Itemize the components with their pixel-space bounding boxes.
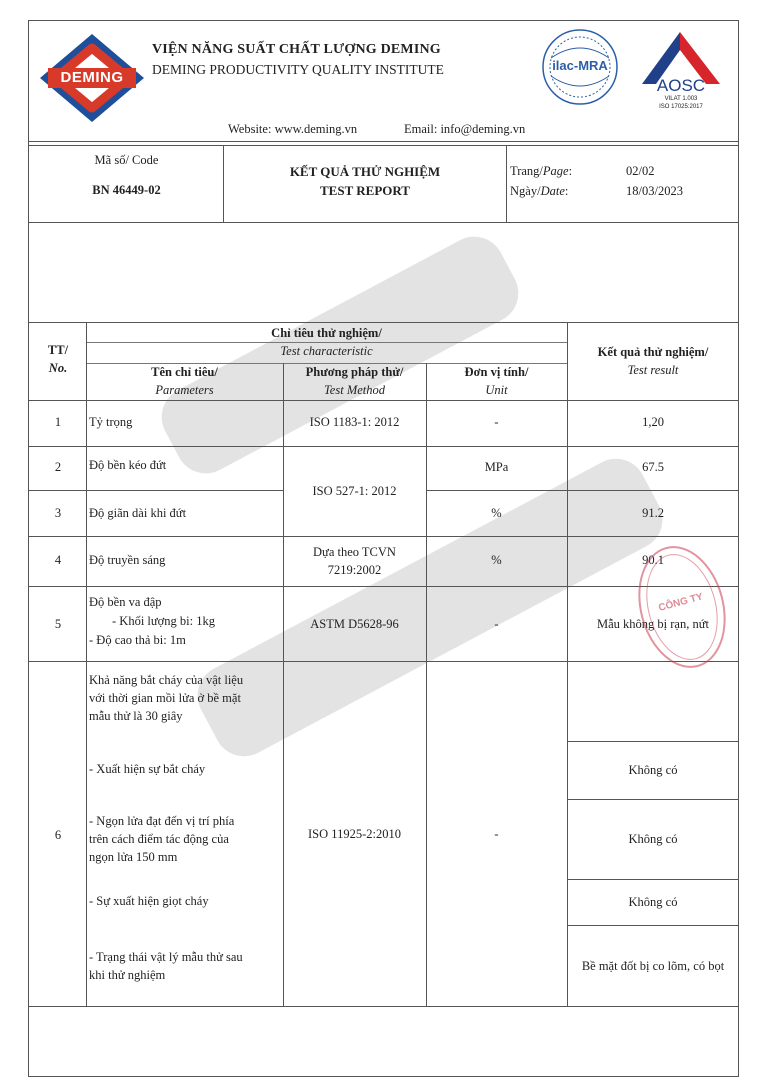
row1-result: 1,20 bbox=[642, 415, 664, 429]
row3-no: 3 bbox=[54, 506, 62, 520]
row6-sub4-line1: - Trạng thái vật lý mẫu thử sau bbox=[89, 950, 243, 964]
report-title-en: TEST REPORT bbox=[320, 183, 410, 198]
email-link[interactable]: info@deming.vn bbox=[440, 122, 526, 136]
page-label-en: Page bbox=[542, 164, 569, 178]
rule bbox=[86, 363, 567, 364]
code-label: Mã số/ Code bbox=[94, 153, 159, 167]
page-number: 02/02 bbox=[626, 164, 655, 178]
rule bbox=[567, 879, 739, 880]
row2-no: 2 bbox=[54, 460, 62, 474]
row6-result2: Không có bbox=[628, 832, 678, 846]
row6-sub2-line2: trên cách điểm tác động của bbox=[89, 832, 229, 846]
rule bbox=[28, 145, 739, 146]
row1-param: Tỷ trọng bbox=[89, 415, 133, 429]
header-parameters-en: Parameters bbox=[155, 383, 214, 397]
rule bbox=[28, 141, 739, 142]
aosc-sub1: VILAT 1.003 bbox=[664, 96, 698, 102]
header-characteristic-en: Test characteristic bbox=[280, 344, 373, 358]
row4-result: 90.1 bbox=[642, 553, 664, 567]
row3-unit: % bbox=[491, 506, 502, 520]
row6-intro-line2: với thời gian mồi lửa ở bề mặt bbox=[89, 691, 241, 705]
header-method-vn: Phương pháp thử/ bbox=[305, 365, 404, 379]
row6-intro-line3: mẫu thử là 30 giây bbox=[89, 709, 183, 723]
report-date: 18/03/2023 bbox=[626, 184, 683, 198]
rule bbox=[28, 322, 739, 323]
row6-result1: Không có bbox=[628, 763, 678, 777]
row3-param: Độ giãn dài khi đứt bbox=[89, 506, 187, 520]
header-unit-en: Unit bbox=[485, 383, 508, 397]
report-title-vn: KẾT QUẢ THỬ NGHIỆM bbox=[289, 164, 441, 179]
row6-sub2-line1: - Ngọn lửa đạt đến vị trí phía bbox=[89, 814, 235, 828]
date-label-en: Date bbox=[540, 184, 565, 198]
aosc-logo bbox=[636, 30, 726, 122]
rule bbox=[506, 145, 507, 222]
row6-result3: Không có bbox=[628, 895, 678, 909]
row6-intro-line1: Khả năng bắt cháy của vật liệu bbox=[89, 673, 244, 687]
date-label: Ngày/Date: bbox=[510, 184, 569, 198]
rule bbox=[567, 925, 739, 926]
rule bbox=[28, 536, 739, 537]
row5-result: Mẫu không bị rạn, nứt bbox=[597, 617, 709, 631]
row6-sub3: - Sự xuất hiện giọt cháy bbox=[89, 894, 209, 908]
row2-unit: MPa bbox=[484, 460, 509, 474]
header-no-vn: TT/ bbox=[47, 343, 69, 357]
rule bbox=[28, 222, 739, 223]
aosc-sub2: ISO 17025:2017 bbox=[659, 104, 703, 110]
stamp-text: CÔNG TY bbox=[657, 591, 705, 614]
row6-sub4-line2: khi thử nghiệm bbox=[89, 968, 166, 982]
header-characteristic-vn: Chỉ tiêu thử nghiệm/ bbox=[271, 326, 382, 340]
row2-result: 67.5 bbox=[642, 460, 664, 474]
code-value: BN 46449-02 bbox=[92, 183, 161, 197]
ilac-text: ilac-MRA bbox=[552, 58, 608, 73]
rule bbox=[283, 363, 284, 1006]
row4-method-line1: Dựa theo TCVN bbox=[313, 545, 396, 559]
website-link[interactable]: www.deming.vn bbox=[274, 122, 358, 136]
row1-method: ISO 1183-1: 2012 bbox=[309, 415, 400, 429]
row5-param-line2: - Khối lượng bi: 1kg bbox=[112, 614, 215, 628]
row5-no: 5 bbox=[54, 617, 62, 631]
rule bbox=[567, 741, 739, 742]
row6-sub2-line3: ngọn lửa 150 mm bbox=[89, 850, 178, 864]
row6-sub1: - Xuất hiện sự bắt cháy bbox=[89, 762, 206, 776]
row1-unit: - bbox=[494, 415, 499, 429]
rule bbox=[28, 400, 739, 401]
row5-param-line3: - Độ cao thả bi: 1m bbox=[89, 633, 186, 647]
rule bbox=[86, 322, 87, 1006]
header-no-en: No. bbox=[48, 361, 68, 375]
rule bbox=[28, 490, 283, 491]
rule bbox=[567, 799, 739, 800]
row5-param-line1: Độ bền va đập bbox=[89, 595, 162, 609]
row2-param: Độ bền kéo đứt bbox=[89, 458, 167, 472]
rule bbox=[28, 586, 739, 587]
row6-unit: - bbox=[494, 827, 499, 841]
header-unit-vn: Đơn vị tính/ bbox=[464, 365, 529, 379]
rule bbox=[86, 342, 567, 343]
website-label: Website: bbox=[228, 122, 272, 136]
row6-no: 6 bbox=[54, 828, 62, 842]
page-label: Trang/Page: bbox=[510, 164, 573, 178]
rule bbox=[28, 446, 739, 447]
institute-name-en: DEMING PRODUCTIVITY QUALITY INSTITUTE bbox=[152, 62, 444, 77]
row4-no: 4 bbox=[54, 553, 62, 567]
page-label-vn: Trang/ bbox=[510, 164, 543, 178]
row6-result4: Bề mặt đốt bị co lõm, có bọt bbox=[581, 959, 725, 973]
row6-method: ISO 11925-2:2010 bbox=[308, 827, 401, 841]
row4-param: Độ truyền sáng bbox=[89, 553, 166, 567]
website-line bbox=[228, 122, 357, 137]
ilac-mra-seal bbox=[541, 28, 619, 106]
logo-text: DEMING bbox=[60, 69, 124, 86]
row1-no: 1 bbox=[54, 415, 62, 429]
aosc-text: AOSC bbox=[656, 76, 706, 95]
date-label-vn: Ngày/ bbox=[510, 184, 541, 198]
row4-unit: % bbox=[491, 553, 502, 567]
email-line bbox=[404, 122, 525, 137]
email-label: Email: bbox=[404, 122, 438, 136]
header-result-vn: Kết quả thử nghiệm/ bbox=[597, 345, 709, 359]
institute-name-vn: VIỆN NĂNG SUẤT CHẤT LƯỢNG DEMING bbox=[152, 42, 441, 57]
row3-result: 91.2 bbox=[642, 506, 664, 520]
rule bbox=[426, 490, 739, 491]
header-parameters-vn: Tên chỉ tiêu/ bbox=[151, 365, 218, 379]
rule bbox=[28, 661, 739, 662]
header-method-en: Test Method bbox=[324, 383, 385, 397]
header-result-en: Test result bbox=[627, 363, 679, 377]
row5-method: ASTM D5628-96 bbox=[310, 617, 399, 631]
row23-method: ISO 527-1: 2012 bbox=[312, 484, 397, 498]
deming-logo bbox=[36, 30, 148, 126]
row4-method-line2: 7219:2002 bbox=[327, 563, 382, 577]
row5-unit: - bbox=[494, 617, 499, 631]
rule bbox=[28, 1006, 739, 1007]
